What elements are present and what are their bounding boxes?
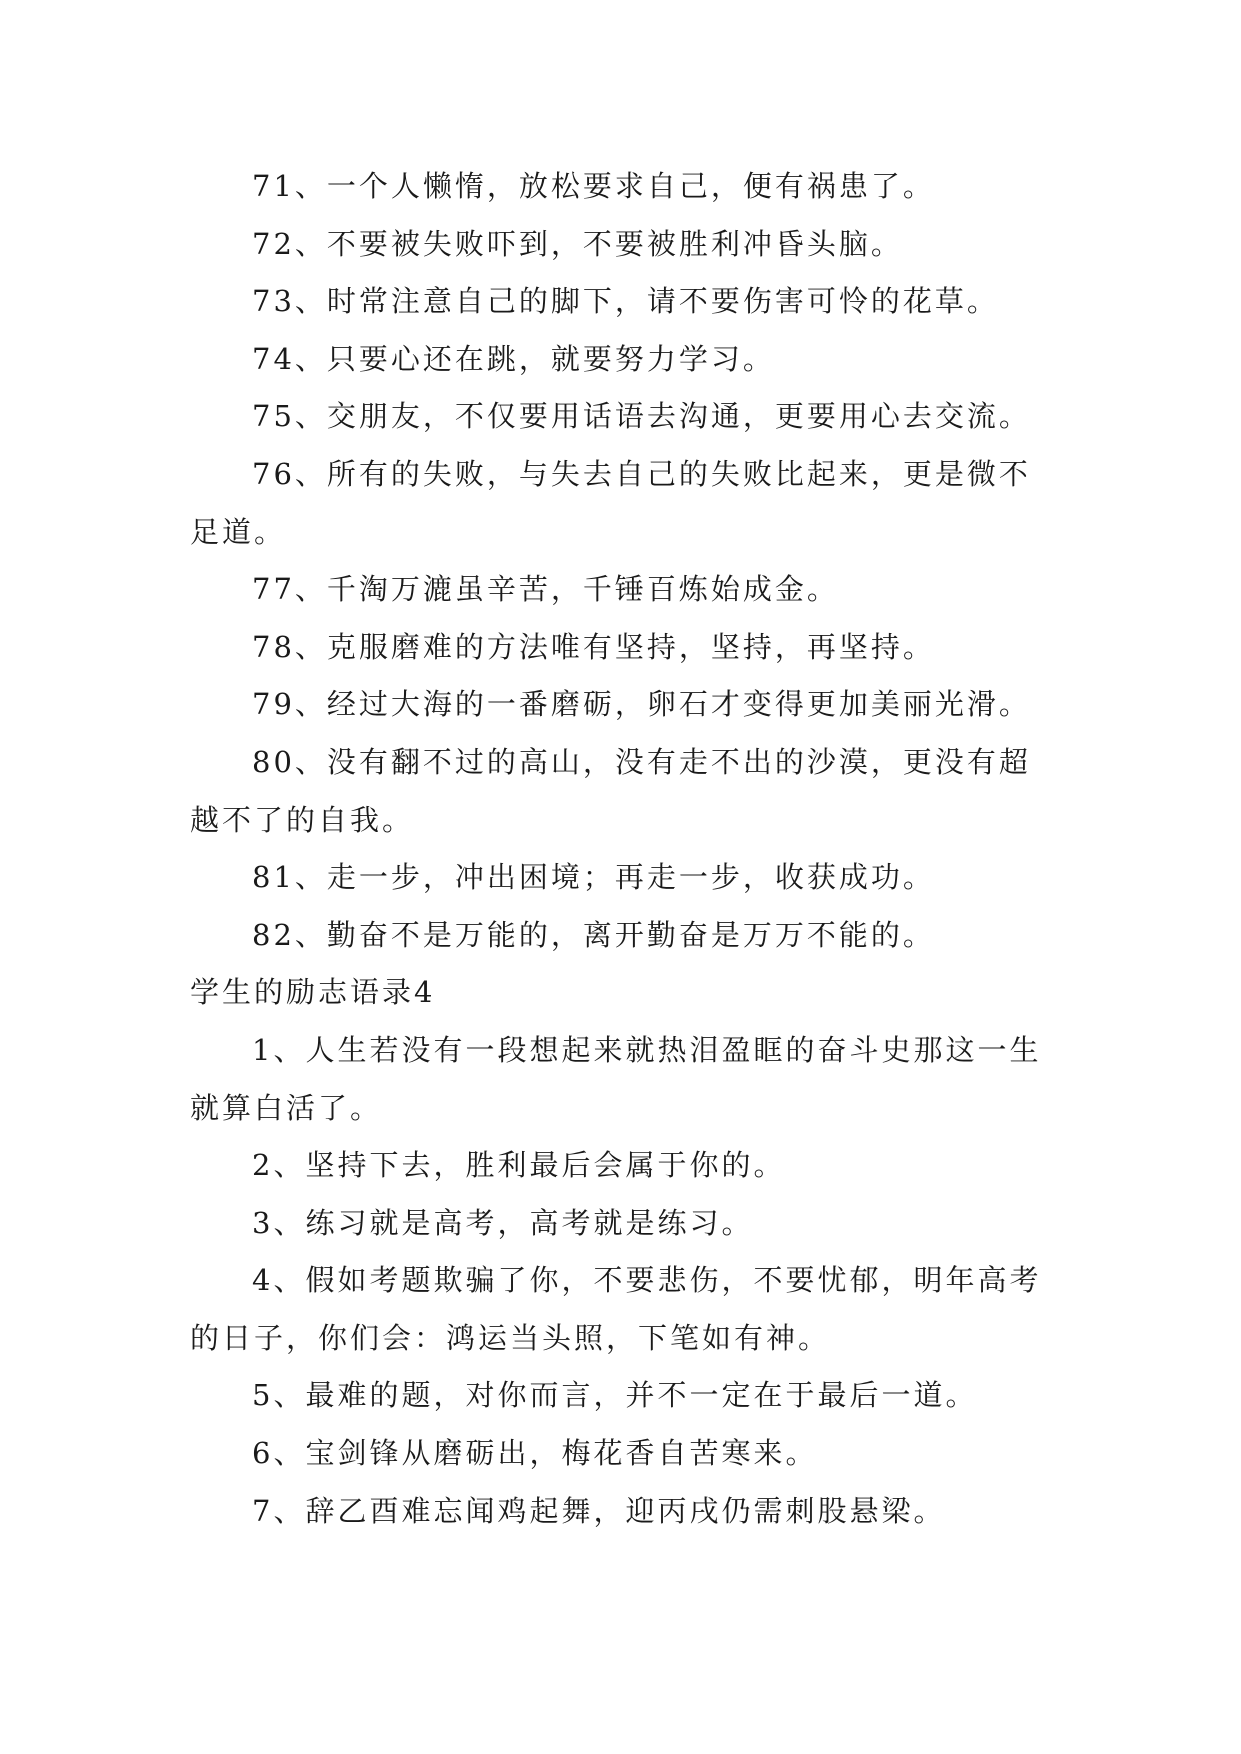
document-body: [190, 158, 1060, 1540]
paragraph-74: 74、只要心还在跳，就要努力学习。: [252, 341, 775, 376]
paragraph-77: 77、千淘万漉虽辛苦，千锤百炼始成金。: [252, 572, 839, 607]
paragraph-71: 71、一个人懒惰，放松要求自己，便有祸患了。: [252, 169, 935, 203]
paragraph-82: 82、勤奋不是万能的，离开勤奋是万万不能的。: [252, 917, 935, 952]
paragraph-80: 80、没有翻不过的高山，没有走不出的沙漠，更没有超越不了的自我。: [190, 744, 1031, 837]
paragraph-4: 4、假如考题欺骗了你，不要悲伤，不要忧郁，明年高考的日子，你们会：鸿运当头照，下笔如有神。: [190, 1263, 1042, 1355]
paragraph-79: 79、经过大海的一番磨砺，卵石才变得更加美丽光滑。: [252, 687, 1031, 722]
paragraph-81: 81、走一步，冲出困境；再走一步，收获成功。: [252, 860, 935, 895]
paragraph-7: 7、辞乙酉难忘闻鸡起舞，迎丙戌仍需刺股悬梁。: [252, 1493, 946, 1528]
paragraph-2: 2、坚持下去，胜利最后会属于你的。: [252, 1148, 786, 1183]
paragraph-5: 5、最难的题，对你而言，并不一定在于最后一道。: [252, 1378, 978, 1413]
paragraph-75: 75、交朋友，不仅要用话语去沟通，更要用心去交流。: [252, 399, 1031, 434]
paragraph-6: 6、宝剑锋从磨砺出，梅花香自苦寒来。: [252, 1436, 818, 1471]
paragraph-1: 1、人生若没有一段想起来就热泪盈眶的奋斗史那这一生就算白活了。: [190, 1032, 1042, 1125]
paragraph-76: 76、所有的失败，与失去自己的失败比起来，更是微不足道。: [190, 456, 1031, 549]
paragraph-3: 3、练习就是高考，高考就是练习。: [252, 1205, 754, 1240]
paragraph-72: 72、不要被失败吓到，不要被胜利冲昏头脑。: [252, 226, 903, 261]
paragraph-78: 78、克服磨难的方法唯有坚持，坚持，再坚持。: [252, 629, 935, 664]
section-heading: 学生的励志语录4: [190, 975, 436, 1010]
paragraph-73: 73、时常注意自己的脚下，请不要伤害可怜的花草。: [252, 284, 999, 319]
